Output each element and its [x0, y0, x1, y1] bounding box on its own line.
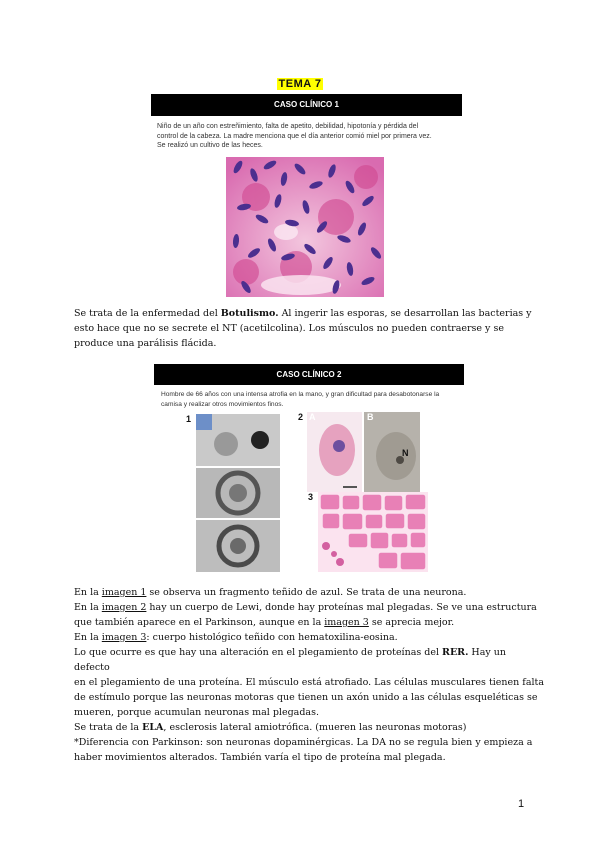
figure-2b-label: B	[367, 412, 374, 422]
botulism-micrograph	[226, 157, 384, 297]
case1-explanation: Se trata de la enfermedad del Botulismo. Al ingerir las esporas, se desarrollan las bacterias y esto hace que no se secrete el NT (acetilcolina). Los músculos no pueden contraerse y se produce una parálisis flácida.	[74, 308, 532, 349]
case1-header: CASO CLÍNICO 1	[151, 94, 462, 116]
figure-2b-n-label: N	[402, 448, 409, 458]
case2-explanation: En la imagen 1 se observa un fragmento teñido de azul. Se trata de una neurona. En la imagen 2 hay un cuerpo de Lewi, donde hay proteínas mal plegadas. Se ve una estructura que también aparece en el Parkinson, aunque en la imagen 3 se aprecia mejor. En la imagen 3: cuerpo histológico teñido con hematoxilina-eosina. Lo que ocurre es que hay una alteración en el plegamiento de proteínas del RER. Hay un defecto en el plegamiento de una proteína. El músculo está atrofiado. Las células musculares tienen falta de estímulo porque las neuronas motoras que tienen un axón unido a las células esqueléticas se mueren, porque acumulan neuronas mal plegadas. Se trata de la ELA, esclerosis lateral amiotrófica. (mueren las neuronas motoras) *Diferencia con Parkinson: son neuronas dopaminérgicas. La DA no se regula bien y empieza a haber movimientos alterados. También varía el tipo de proteína mal plegada.	[74, 587, 545, 763]
figure-2-label: 2	[298, 412, 304, 422]
case1-description: Niño de un año con estreñimiento, falta de apetito, debilidad, hipotonía y pérdida del control de la cabeza. La madre menciona que el día anterior comió miel por primera vez. Se realizó un cultivo de las heces.	[157, 123, 432, 149]
figure-3-muscle-histology	[318, 492, 428, 572]
page-title: TEMA 7	[278, 78, 322, 90]
figure-3-label: 3	[308, 492, 314, 502]
case2-header: CASO CLÍNICO 2	[154, 364, 464, 385]
page-number: 1	[518, 798, 525, 810]
figure-1-neuron-micrographs	[196, 414, 280, 572]
case2-description: Hombre de 66 años con una intensa atrofia en la mano, y gran dificultad para desabotonarse la camisa y realizar otros movimientos finos.	[161, 391, 440, 408]
figure-2a-micrograph	[307, 412, 362, 492]
figure-2a-label: A	[309, 412, 316, 422]
figure-2b-micrograph	[364, 412, 420, 492]
figure-1-label: 1	[186, 414, 192, 424]
